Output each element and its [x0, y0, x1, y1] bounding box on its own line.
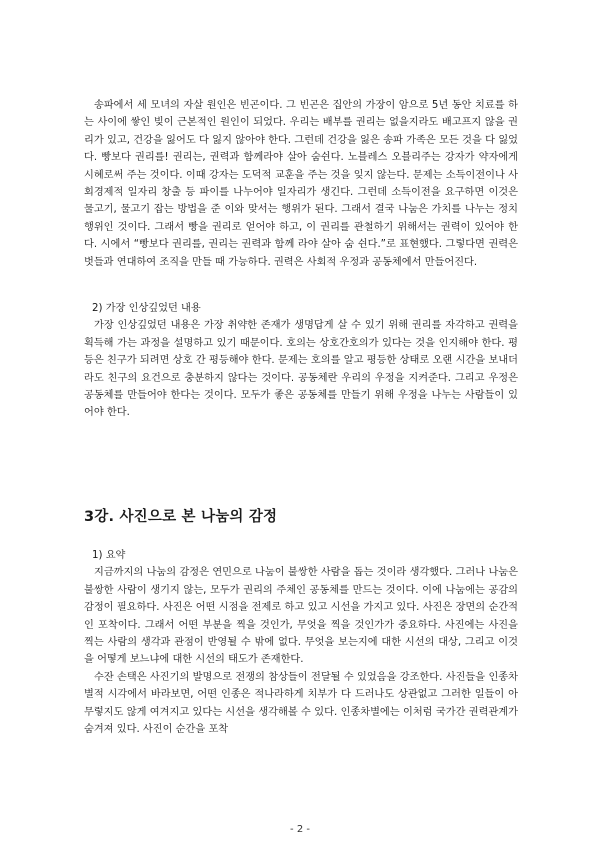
section1-paragraph-2: 가장 인상깊었던 내용은 가장 취약한 존재가 생명답게 살 수 있기 위해 권리를 자각하고 권력을 획득해 가는 과정을 설명하고 있기 때문이다. 호의는 상호간호의가 있다는 것을 인지해야 한다. 평등은 친구가 되려면 상호 간 평등해야 한다. 문제는 호의를 알고 평등한 상태로 오랜 시간을 보내더라도 친구의 요건으로 충분하지 않다는 것이다. 공동체란 우리의 우정을 지켜준다. 그리고 우정은 공동체를 만들어야 한다는 것이다. 모두가 좋은 공동체를 만들기 위해 우정을 나누는 사람들이 있어야 한다. — [84, 320, 518, 419]
section1-body — [84, 97, 518, 271]
chapter3-paragraph-1: 지금까지의 나눔의 감정은 연민으로 나눔이 불쌍한 사람을 돕는 것이라 생각했다. 그러나 나눔은 불쌍한 사람이 생기지 않는, 모두가 권리의 주체인 공동체를 만드는 것이다. 이에 나눔에는 공감의 감정이 필요하다. 사진은 어떤 시점을 전제로 하고 있고 시선을 가지고 있다. 사진은 장면의 순간적인 포착이다. 그래서 어떤 부분을 찍을 것인가, 무엇을 찍을 것인가가 중요하다. 사진에는 사진을 찍는 사람의 생각과 관점이 반영될 수 밖에 없다. 무엇을 보는지에 대한 시선의 대상, 그리고 이것을 어떻게 보느냐에 대한 시선의 태도가 존재한다. — [84, 567, 518, 666]
chapter3-paragraph-2: 수잔 손택은 사진기의 발명으로 전쟁의 참상들이 전달될 수 있었음을 강조한다. 사진들을 인종차별적 시각에서 바라보면, 어떤 인종은 적나라하게 치부가 다 드러나도 상관없고 그러한 일들이 아무렇지도 않게 여겨지고 있다는 시선을 생각해볼 수 있다. 인종차별에는 이처럼 국가간 권력관계가 숨겨져 있다. 사진이 순간을 포착 — [84, 671, 518, 736]
chapter-title: 3강. 사진으로 본 나눔의 감정 — [84, 509, 278, 525]
section1-paragraph-1: 송파에서 세 모녀의 자살 원인은 빈곤이다. 그 빈곤은 집안의 가장이 암으로 5년 동안 치료를 하는 사이에 쌓인 빚이 근본적인 원인이 되었다. 우리는 배부를 권리는 없을지라도 배고프지 않을 권리가 있고, 건강을 잃어도 다 잃지 않아야 한다. 그런데 건강을 잃은 송파 가족은 모든 것을 다 잃었다. 빵보다 권리를! 권리는, 권력과 함께라야 살아 숨쉰다. 노블레스 오블리주는 강자가 약자에게 시혜로써 주는 것이다. 이때 강자는 도덕적 교훈을 주는 것을 잊지 않는다. 문제는 소득이전이나 사회경제적 일자리 창출 등 파이를 나누어야 일자리가 생긴다. 그런데 소득이전을 요구하면 이것은 물고기, 물고기 잡는 방법을 준 이와 맞서는 행위가 된다. 그래서 결국 나눔은 가치를 나누는 정치 행위인 것이다. 그래서 빵을 권리로 얻어야 하고, 이 권리를 관철하기 위해서는 권력이 있어야 한다. 시에서 “빵보다 권리를, 권리는 권력과 함께 라야 살아 숨 쉰다.”로 표현했다. 그렇다면 권력은 벗들과 연대하여 조직을 만들 때 가능하다. 권력은 사회적 우정과 공동체에서 만들어진다. — [84, 100, 518, 268]
chapter3-body — [84, 547, 518, 738]
subsection-heading-1: 1) 요약 — [92, 550, 126, 561]
section1-subsection-2 — [84, 300, 518, 422]
subsection-heading-2: 2) 가장 인상깊었던 내용 — [92, 303, 201, 314]
page-number: - 2 - — [290, 824, 310, 835]
